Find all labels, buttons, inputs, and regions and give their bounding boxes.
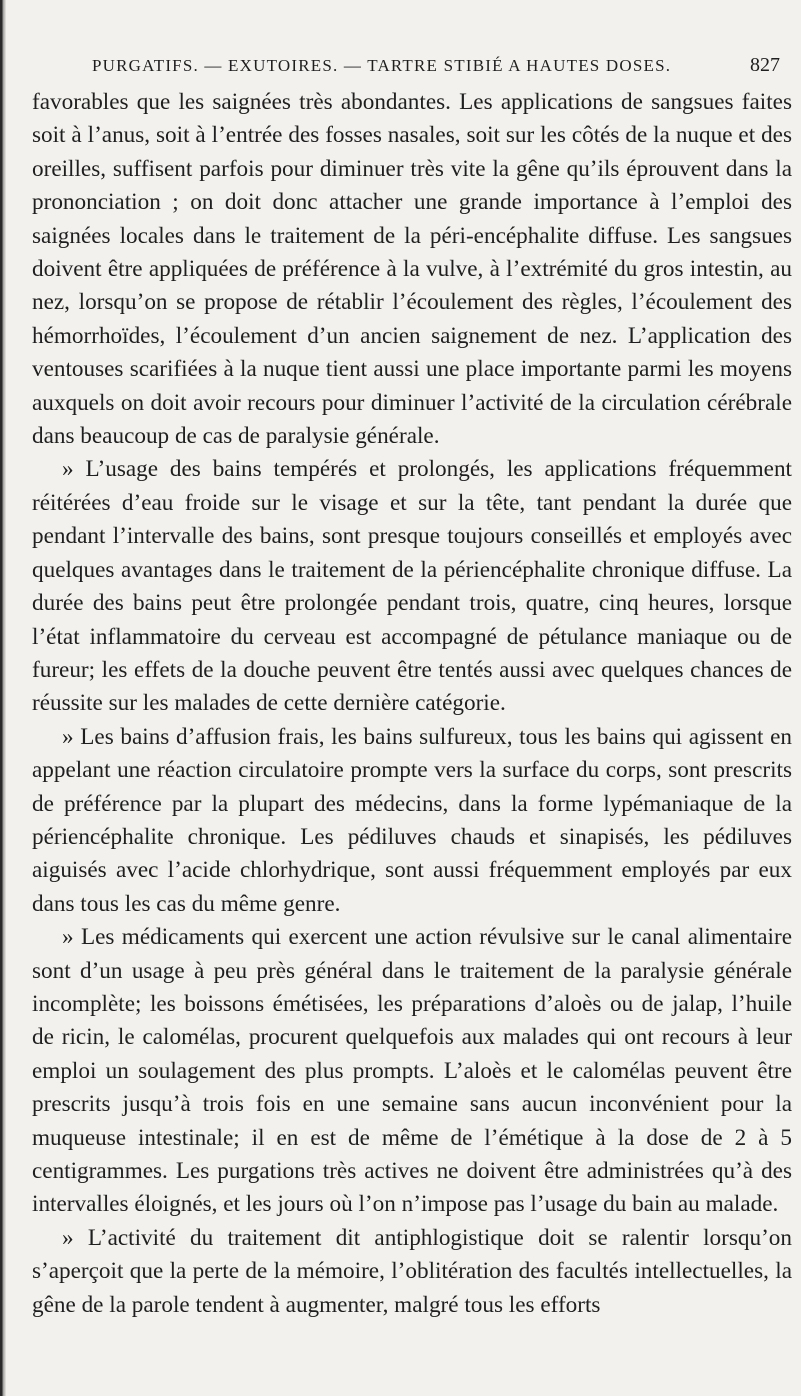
paragraph: » Les médicaments qui exercent une action révulsive sur le canal alimentaire sont d’un usage à peu près général dans le traitement de la paralysie générale incomplète; les boissons émétisées, les préparations d’aloès ou de jalap, l’huile de ricin, le calomélas, procurent quelquefois aux malades qui ont recours à leur emploi un soulagement des plus prompts. L’aloès et le calomélas peuvent être prescrits jusqu’à trois fois en une semaine sans aucun inconvénient pour la muqueuse intestinale; il en est de même de l’émétique à la dose de 2 à 5 centigrammes. Les purgations très actives ne doivent être administrées qu’à des intervalles éloignés, et les jours où l’on n’impose pas l’usage du bain au malade.: [32, 924, 792, 1218]
paragraph: favorables que les saignées très abondantes. Les applications de sangsues faites soit à l’anus, soit à l’entrée des fosses nasales, soit sur les côtés de la nuque et des oreilles, suffisent parfois pour diminuer très vite la gêne qu’ils éprouvent dans la prononciation ; on doit donc attacher une grande importance à l’emploi des saignées locales dans le traitement de la péri-encéphalite diffuse. Les sangsues doivent être appliquées de préférence à la vulve, à l’extrémité du gros intestin, au nez, lorsqu’on se propose de rétablir l’écoulement des règles, l’écoulement des hémorrhoïdes, l’écoulement d’un ancien saignement de nez. L’application des ventouses scarifiées à la nuque tient aussi une place importante parmi les moyens auxquels on doit avoir recours pour diminuer l’activité de la circulation cérébrale dans beaucoup de cas de paralysie générale.: [32, 89, 792, 450]
paragraph: » Les bains d’affusion frais, les bains sulfureux, tous les bains qui agissent en appelant une réaction circulatoire prompte vers la surface du corps, sont prescrits de préférence par la plupart des médecins, dans la forme lypémaniaque de la périencéphalite chronique. Les pédiluves chauds et sinapisés, les pédiluves aiguisés avec l’acide chlorhydrique, sont aussi fréquemment employés par eux dans tous les cas du même genre.: [32, 723, 792, 917]
body-text: [32, 86, 792, 1322]
paragraph: » L’usage des bains tempérés et prolongés, les applications fréquemment réitérées d’eau froide sur le visage et sur la tête, tant pendant la durée que pendant l’intervalle des bains, sont presque toujours conseillés et employés avec quelques avantages dans le traitement de la périencéphalite chronique diffuse. La durée des bains peut être prolongée pendant trois, quatre, cinq heures, lorsque l’état inflammatoire du cerveau est accompagné de pétulance maniaque ou de fureur; les effets de la douche peuvent être tentés aussi avec quelques chances de réussite sur les malades de cette dernière catégorie.: [32, 456, 792, 717]
running-title: PURGATIFS. — EXUTOIRES. — TARTRE STIBIÉ A HAUTES DOSES.: [92, 56, 672, 75]
page-number: 827: [750, 54, 780, 76]
running-head: [92, 56, 792, 82]
paragraph: » L’activité du traitement dit antiphlogistique doit se ralentir lorsqu’on s’aperçoit que la perte de la mémoire, l’oblitération des facultés intellectuelles, la gêne de la parole tendent à augmenter, malgré tous les efforts: [32, 1224, 792, 1318]
book-page: [32, 0, 792, 1396]
page-binding-edge: [0, 0, 6, 1396]
